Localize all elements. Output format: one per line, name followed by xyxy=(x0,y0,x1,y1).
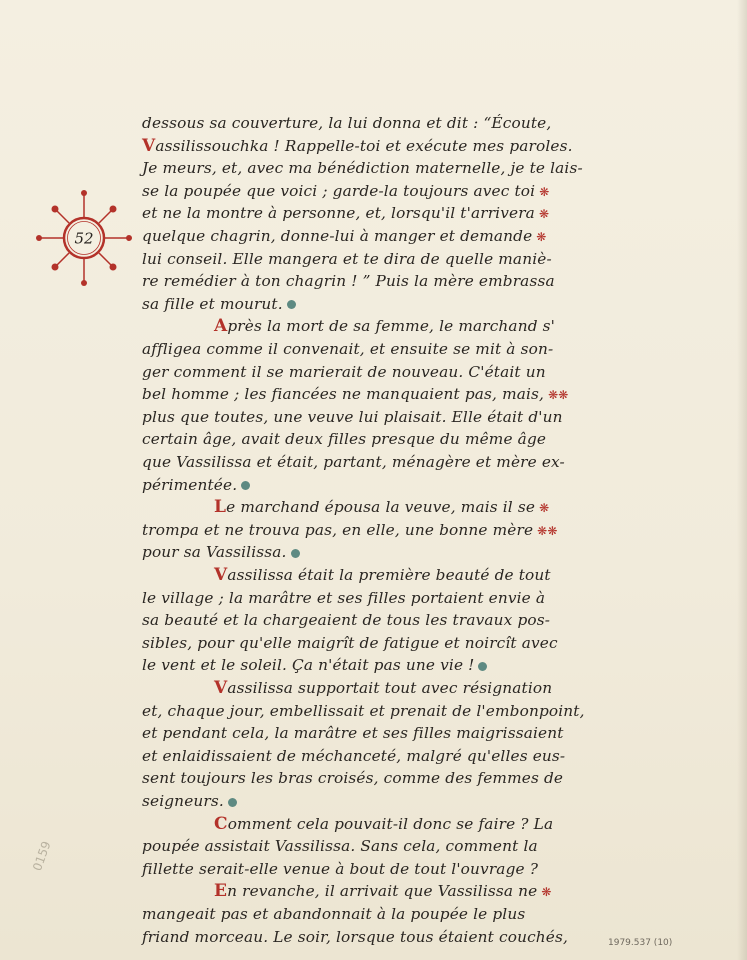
line-filler-ornament: ❋ xyxy=(536,230,547,244)
text-line xyxy=(142,474,250,496)
text-line xyxy=(214,564,551,586)
text-line xyxy=(142,609,550,631)
line-text: sa fille et mourut. xyxy=(142,294,283,313)
text-line xyxy=(142,700,585,722)
page-number: 52 xyxy=(74,229,94,248)
decorated-initial: A xyxy=(214,316,228,337)
line-text: bel homme ; les fiancées ne manquaient pas, mais, xyxy=(142,385,545,404)
line-text: près la mort de sa femme, le marchand s' xyxy=(227,317,556,336)
line-text: fillette serait-elle venue à bout de tout l'ouvrage ? xyxy=(142,859,539,878)
text-line xyxy=(142,745,565,767)
medallion-ornament xyxy=(34,188,134,288)
paragraph-end-dot xyxy=(228,798,237,807)
decorated-initial: V xyxy=(214,678,228,698)
line-text: lui conseil. Elle mangera et te dira de quelle maniè- xyxy=(142,249,552,268)
line-filler-ornament: ❋ xyxy=(539,184,550,199)
text-line xyxy=(142,587,545,609)
line-text: n revanche, il arrivait que Vassilissa ne xyxy=(227,882,538,901)
line-text: omment cela pouvait-il donc se faire ? La xyxy=(227,814,554,833)
line-filler-ornament: ❋❋ xyxy=(537,523,558,538)
line-filler-ornament: ❋ xyxy=(541,885,552,900)
line-text: et, chaque jour, embellissait et prenait de l'embonpoint, xyxy=(142,701,585,720)
line-text: plus que toutes, une veuve lui plaisait. Elle était d'un xyxy=(142,407,563,426)
text-line xyxy=(142,654,487,676)
text-line xyxy=(142,722,564,744)
text-line xyxy=(142,202,549,224)
line-text: que Vassilissa et était, partant, ménagère et mère ex- xyxy=(142,453,565,471)
line-text: ger comment il se marierait de nouveau. C'était un xyxy=(142,362,546,381)
paragraph-end-dot xyxy=(241,481,250,490)
text-line xyxy=(142,361,546,383)
text-line xyxy=(142,519,558,541)
line-text: se la poupée que voici ; garde-la toujours avec toi xyxy=(142,181,536,200)
text-line xyxy=(142,112,551,134)
text-line xyxy=(142,293,296,315)
line-text: pour sa Vassilissa. xyxy=(142,543,287,562)
text-line xyxy=(142,632,558,654)
paragraph-end-dot xyxy=(478,662,487,671)
text-line xyxy=(142,903,525,925)
text-line xyxy=(142,406,563,428)
text-line xyxy=(142,338,553,360)
text-line xyxy=(142,135,573,157)
line-text: friand morceau. Le soir, lorsque tous étaient couchés, xyxy=(142,927,569,946)
line-text: Je meurs, et, avec ma bénédiction maternelle, je te lais- xyxy=(142,159,583,178)
text-line xyxy=(142,383,568,405)
line-text: le village ; la marâtre et ses filles portaient envie à xyxy=(142,588,546,607)
decorated-initial: L xyxy=(214,497,227,518)
text-line xyxy=(142,248,552,270)
text-line xyxy=(214,813,553,835)
text-line xyxy=(142,180,549,202)
line-filler-ornament: ❋❋ xyxy=(548,388,569,403)
line-text: le vent et le soleil. Ça n'était pas une vie ! xyxy=(142,656,475,675)
text-line xyxy=(142,926,568,948)
line-text: poupée assistait Vassilissa. Sans cela, comment la xyxy=(142,837,538,856)
accession-number: 1979.537 (10) xyxy=(608,938,673,948)
line-text: sibles, pour qu'elle maigrît de fatigue et noircît avec xyxy=(142,633,558,652)
line-text: sa beauté et la chargeaient de tous les travaux pos- xyxy=(142,611,551,630)
text-line xyxy=(142,270,555,292)
paragraph-end-dot xyxy=(291,549,300,558)
text-line xyxy=(142,451,565,473)
line-text: mangeait pas et abandonnait à la poupée le plus xyxy=(142,905,526,923)
line-text: assilissouchka ! Rappelle-toi et exécute mes paroles. xyxy=(155,136,573,155)
line-text: re remédier à ton chagrin ! ” Puis la mère embrassa xyxy=(142,272,555,291)
page-number-medallion xyxy=(34,188,134,288)
line-text: périmentée. xyxy=(142,475,238,494)
line-text: seigneurs. xyxy=(142,792,224,810)
line-text: et enlaidissaient de méchanceté, malgré qu'elles eus- xyxy=(142,746,566,765)
line-filler-ornament: ❋ xyxy=(538,207,550,222)
text-line xyxy=(142,157,583,179)
line-text: quelque chagrin, donne-lui à manger et demande xyxy=(142,227,533,245)
page-edge-shadow xyxy=(737,0,747,960)
text-line xyxy=(142,541,300,563)
line-text: et pendant cela, la marâtre et ses filles maigrissaient xyxy=(142,724,564,743)
text-line xyxy=(142,767,563,789)
line-filler-ornament: ❋ xyxy=(539,501,550,516)
line-text: e marchand épousa la veuve, mais il se xyxy=(226,498,536,517)
decorated-initial: V xyxy=(142,135,156,156)
line-text: dessous sa couverture, la lui donna et dit : “Écoute, xyxy=(142,114,552,132)
text-line xyxy=(214,880,552,902)
decorated-initial: V xyxy=(214,565,228,585)
line-text: affligea comme il convenait, et ensuite se mit à son- xyxy=(142,340,554,358)
text-line xyxy=(142,428,546,450)
text-line xyxy=(142,225,547,247)
text-line xyxy=(142,835,538,857)
text-line xyxy=(142,790,237,812)
pencil-inscription: 0159 xyxy=(30,839,54,873)
line-text: et ne la montre à personne, et, lorsqu'il t'arrivera xyxy=(142,204,535,223)
line-text: sent toujours les bras croisés, comme des femmes de xyxy=(142,769,564,788)
text-line xyxy=(214,496,549,518)
line-text: assilissa supportait tout avec résignation xyxy=(227,679,553,697)
line-text: certain âge, avait deux filles presque du même âge xyxy=(142,430,547,449)
text-line xyxy=(142,858,538,880)
text-line xyxy=(214,677,552,699)
line-text: trompa et ne trouva pas, en elle, une bonne mère xyxy=(142,520,534,539)
decorated-initial: C xyxy=(214,813,228,834)
text-line xyxy=(214,315,555,337)
decorated-initial: E xyxy=(214,881,228,902)
paragraph-end-dot xyxy=(287,300,296,309)
line-text: assilissa était la première beauté de tout xyxy=(227,566,551,584)
